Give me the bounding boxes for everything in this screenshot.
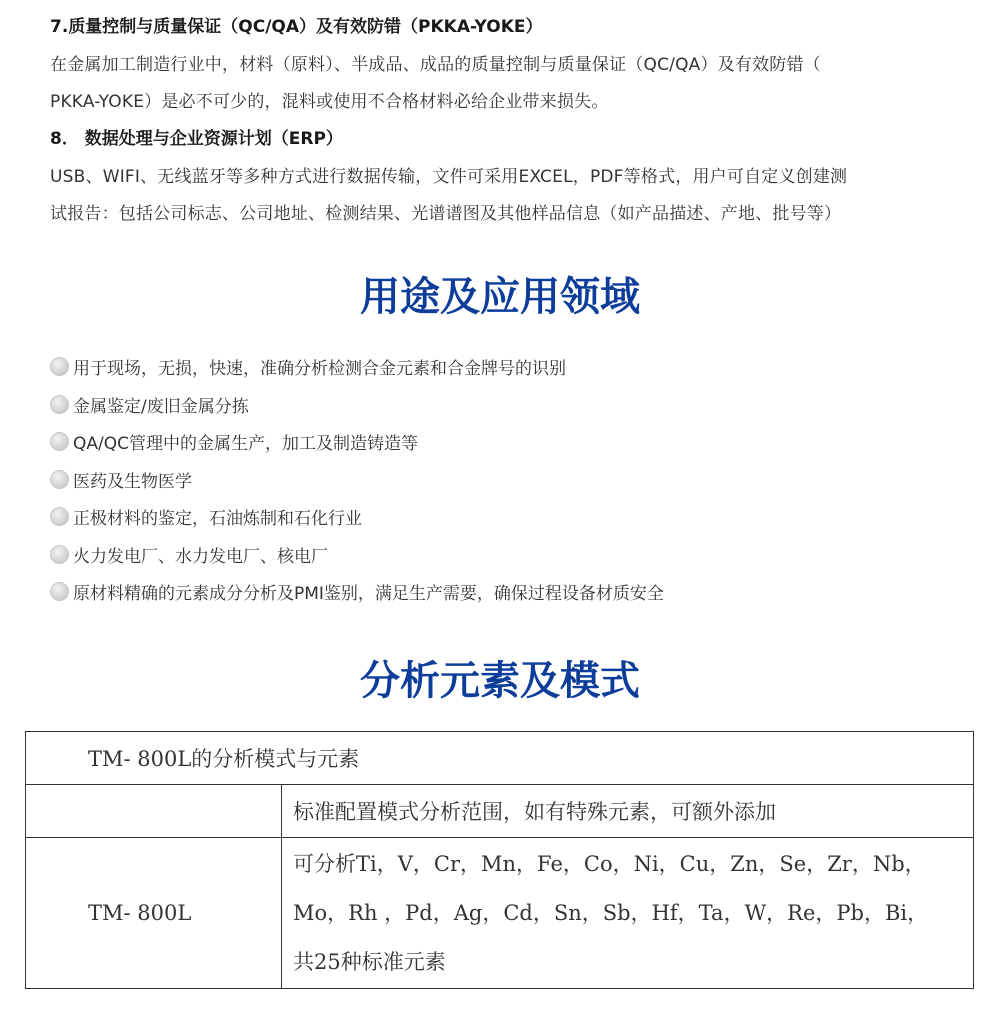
section7-heading: 7.质量控制与质量保证（QC/QA）及有效防错（PKKA-YOKE） [50,17,543,37]
bullet-circle-icon [50,395,69,414]
bullet-circle-icon [50,470,69,489]
applications-title: 用途及应用领域 [360,274,640,320]
application-item [50,386,664,424]
application-item [50,573,664,611]
table-subheader-cell [282,785,974,838]
table-row [26,785,974,838]
elements-line: 可分析Ti，V，Cr，Mn，Fe，Co，Ni，Cu，Zn，Se，Zr，Nb， [293,851,926,876]
bullet-circle-icon [50,507,69,526]
table-title: TM- 800L的分析模式与元素 [88,747,360,771]
application-item-text: QA/QC管理中的金属生产，加工及制造铸造等 [73,434,418,455]
table-title-cell [26,732,974,785]
application-item [50,423,664,461]
application-item [50,536,664,574]
table-subheader: 标准配置模式分析范围，如有特殊元素，可额外添加 [293,800,776,824]
section8-line-2: 试报告：包括公司标志、公司地址、检测结果、光谱谱图及其他样品信息（如产品描述、产地、批号等） [50,204,842,224]
section7-line-1: 在金属加工制造行业中，材料（原料）、半成品、成品的质量控制与质量保证（QC/QA）及有效防错（ [50,55,821,75]
bullet-circle-icon [50,357,69,376]
table-row [26,732,974,785]
table-row [26,838,974,989]
elements-line: Mo，Rh ，Pd，Ag，Cd，Sn，Sb，Hf，Ta，W，Re，Pb，Bi， [293,900,929,925]
section7-line-2: PKKA-YOKE）是必不可少的，混料或使用不合格材料必给企业带来损失。 [50,92,609,112]
application-item [50,498,664,536]
applications-list [50,348,664,611]
elements-cell [282,838,974,989]
bullet-circle-icon [50,582,69,601]
application-item-text: 医药及生物医学 [73,471,192,492]
section8-heading: 8． 数据处理与企业资源计划（ERP） [50,129,343,149]
application-item [50,348,664,386]
application-item-text: 用于现场，无损，快速，准确分析检测合金元素和合金牌号的识别 [73,359,566,380]
application-item-text: 火力发电厂、水力发电厂、核电厂 [73,546,328,567]
application-item-text: 金属鉴定/废旧金属分拣 [73,396,249,417]
elements-line: 共25种标准元素 [293,949,446,974]
elements-list [282,840,973,987]
application-item [50,461,664,499]
model-name: TM- 800L [88,901,192,925]
bullet-circle-icon [50,432,69,451]
bullet-circle-icon [50,545,69,564]
model-cell [26,838,282,989]
section8-line-1: USB、WIFI、无线蓝牙等多种方式进行数据传输，文件可采用EXCEL，PDF等格式，用户可自定义创建测 [50,167,848,187]
table-empty-cell [26,785,282,838]
elements-title: 分析元素及模式 [360,658,640,704]
application-item-text: 正极材料的鉴定，石油炼制和石化行业 [73,509,362,530]
elements-table [25,731,974,989]
application-item-text: 原材料精确的元素成分分析及PMI鉴别，满足生产需要，确保过程设备材质安全 [73,584,664,605]
